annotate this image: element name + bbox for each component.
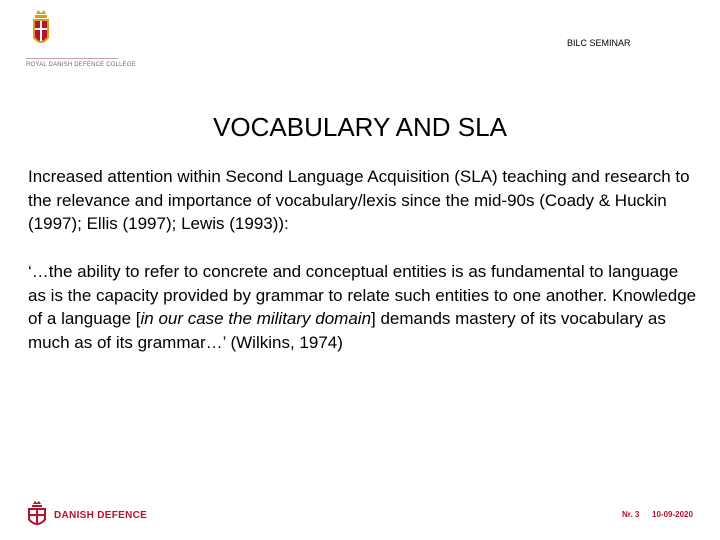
seminar-label: BILC SEMINAR [567,38,631,48]
quote-italic-text: in our case the military domain [140,309,372,328]
footer-brand: DANISH DEFENCE [54,510,148,521]
slide-title: VOCABULARY AND SLA [213,112,507,142]
quote-paragraph [28,260,700,354]
footer-date: 10-09-2020 [652,510,693,519]
quote-text-start: ‘…the ability to refer to concrete and conceptual entities is as fundamental to language as is the capacity provided by grammar to relate such entities to one another. Knowledge of a language [ [28,262,697,328]
college-crest-icon [30,8,52,52]
quote-text-end: ] demands mastery of its vocabulary as much as of its grammar…’ (Wilkins, 1974) [28,309,666,352]
defence-crest-icon [26,500,48,530]
intro-paragraph: Increased attention within Second Language Acquisition (SLA) teaching and research to the relevance and importance of vocabulary/lexis since the mid-90s (Coady & Huckin (1997); Ellis (1997); Lewis (1993)): [28,167,690,233]
college-name: ROYAL DANISH DEFENCE COLLEGE [26,62,136,68]
page-number: Nr. 3 [622,510,640,519]
college-divider [26,58,118,59]
